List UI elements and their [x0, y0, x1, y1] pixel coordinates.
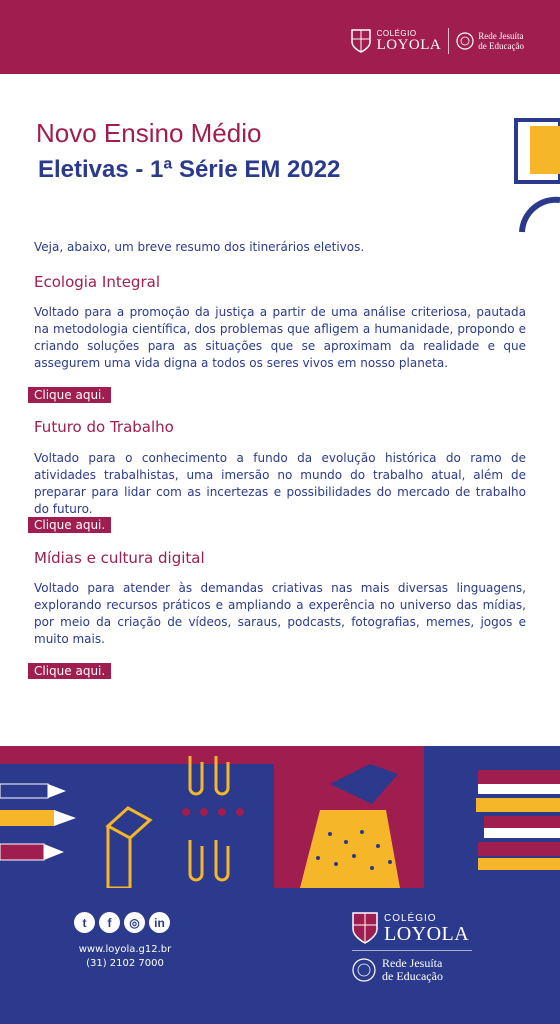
- section-body-midias: Voltado para atender às demandas criativas nas mais diversas linguagens, explorando recursos práticos e ampliando a experência no universo das mídias, por meio da criação de vídeos, saraus, podcasts, fotografias, memes, jogos e muito mais.: [34, 581, 526, 646]
- instagram-icon[interactable]: [124, 912, 145, 933]
- header-bar: [0, 0, 560, 74]
- section-title-ecologia: Ecologia Integral: [34, 273, 160, 291]
- footer-logo-divider: [352, 950, 472, 951]
- intro-text: Veja, abaixo, um breve resumo dos itinerários eletivos.: [34, 240, 365, 254]
- midias-link-button[interactable]: Clique aqui.: [28, 663, 111, 679]
- header-brand-name: LOYOLA: [376, 37, 442, 53]
- decorative-shapes: [512, 92, 560, 252]
- header-network-line2: de Educação: [478, 41, 524, 51]
- school-supplies-illustration: [0, 746, 560, 888]
- section-body-trabalho: Voltado para o conhecimento a fundo da evolução histórica do ramo de atividades trabalhistas, uma imersão no mundo do trabalho atual, além de preparar para lidar com as incertezas e possibilidades do mercado de trabalho do futuro.: [34, 451, 526, 516]
- footer-network-line2: de Educação: [382, 969, 443, 983]
- header-divider: [448, 28, 449, 54]
- facebook-icon[interactable]: [99, 912, 120, 933]
- footer-network: [382, 957, 443, 983]
- instagram-glyph: ◎: [129, 915, 140, 930]
- linkedin-icon[interactable]: [149, 912, 170, 933]
- section-title-trabalho: Futuro do Trabalho: [34, 418, 174, 436]
- page-title: Novo Ensino Médio: [36, 118, 262, 148]
- header-logo[interactable]: [351, 28, 524, 54]
- page-subtitle: Eletivas - 1ª Série EM 2022: [38, 156, 341, 183]
- footer-network-line1: Rede Jesuíta: [382, 956, 443, 970]
- header-brand-top: COLÉGIO: [376, 29, 417, 38]
- footer-brand-top: COLÉGIO: [384, 912, 437, 924]
- section-title-midias: Mídias e cultura digital: [34, 549, 205, 567]
- books-stack: [476, 770, 560, 870]
- section-body-ecologia: Voltado para a promoção da justiça a partir de uma análise criteriosa, pautada na metodologia científica, dos problemas que afligem a humanidade, propondo e criando soluções para as situações que se aproximam da realidade e que assegurem uma vida digna a todos os seres vivos em nosso planeta.: [34, 305, 526, 370]
- social-links: [74, 912, 170, 933]
- facebook-glyph: f: [107, 915, 112, 930]
- jesuit-seal-icon: [352, 958, 376, 982]
- loyola-shield-icon: [351, 29, 371, 53]
- footer-logo: [352, 912, 472, 983]
- header-brand: [377, 29, 442, 53]
- ecologia-link-button[interactable]: Clique aqui.: [28, 387, 111, 403]
- footer-brand-name: LOYOLA: [384, 922, 470, 945]
- linkedin-glyph: in: [154, 915, 165, 930]
- header-network-line1: Rede Jesuíta: [478, 31, 524, 41]
- footer: [0, 888, 560, 1024]
- website-link[interactable]: www.loyola.g12.br: [78, 944, 172, 955]
- header-network: [478, 31, 524, 51]
- footer-brand: [384, 913, 469, 944]
- trabalho-link-button[interactable]: Clique aqui.: [28, 517, 111, 533]
- twitter-glyph: t: [82, 915, 87, 930]
- jesuit-seal-icon: [456, 32, 474, 50]
- loyola-shield-icon: [352, 912, 378, 944]
- phone-number: (31) 2102 7000: [86, 958, 164, 969]
- twitter-icon[interactable]: [74, 912, 95, 933]
